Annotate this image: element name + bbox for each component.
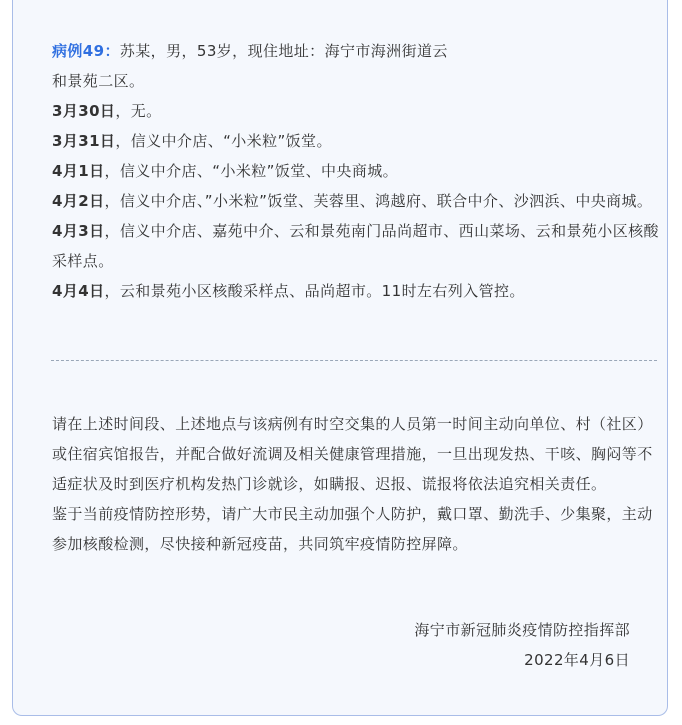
trajectory-item: [52, 126, 660, 156]
trajectory-item: [52, 156, 660, 186]
trajectory-text: ，信义中介店、“小米粒”饭堂。: [115, 132, 332, 150]
trajectory-date: 4月2日: [52, 192, 105, 210]
trajectory-item: [52, 276, 660, 306]
case-label: 病例49：: [52, 42, 120, 60]
notice-paragraph: 请在上述时间段、上述地点与该病例有时空交集的人员第一时间主动向单位、村（社区）或住宿宾馆报告，并配合做好流调及相关健康管理措施，一旦出现发热、干咳、胸闷等不适症状及时到医疗机构发热门诊就诊，如瞒报、迟报、谎报将依法追究相关责任。: [52, 415, 653, 493]
case-section: [52, 36, 660, 306]
trajectory-text: ，信义中介店、“小米粒”饭堂、中央商城。: [104, 162, 399, 180]
signature-block: [414, 615, 630, 675]
dashed-divider: [51, 360, 657, 361]
trajectory-item: [52, 96, 660, 126]
notice-section: [52, 409, 660, 559]
signature-date: 2022年4月6日: [524, 651, 630, 669]
trajectory-text: ，无。: [115, 102, 162, 120]
trajectory-date: 3月31日: [52, 132, 116, 150]
case-intro-text-cont: 和景苑二区。: [52, 72, 145, 90]
trajectory-date: 4月4日: [52, 282, 105, 300]
trajectory-text: ，信义中介店、”小米粒”饭堂、芙蓉里、鸿越府、联合中介、沙泗浜、中央商城。: [104, 192, 653, 210]
trajectory-text: ，信义中介店、嘉苑中介、云和景苑南门品尚超市、西山菜场、云和景苑小区核酸采样点。: [52, 222, 659, 270]
trajectory-date: 4月1日: [52, 162, 105, 180]
case-intro: [52, 36, 660, 96]
trajectory-item: [52, 186, 660, 216]
notice-card: [12, 0, 668, 716]
notice-paragraph: 鉴于当前疫情防控形势，请广大市民主动加强个人防护，戴口罩、勤洗手、少集聚，主动参加核酸检测，尽快接种新冠疫苗，共同筑牢疫情防控屏障。: [52, 505, 653, 553]
trajectory-item: [52, 216, 660, 276]
trajectory-date: 4月3日: [52, 222, 105, 240]
trajectory-text: ，云和景苑小区核酸采样点、品尚超市。11时左右列入管控。: [104, 282, 525, 300]
signature-org: 海宁市新冠肺炎疫情防控指挥部: [414, 621, 630, 639]
case-intro-text: 苏某，男，53岁，现住地址：海宁市海洲街道云: [119, 42, 448, 60]
trajectory-date: 3月30日: [52, 102, 116, 120]
